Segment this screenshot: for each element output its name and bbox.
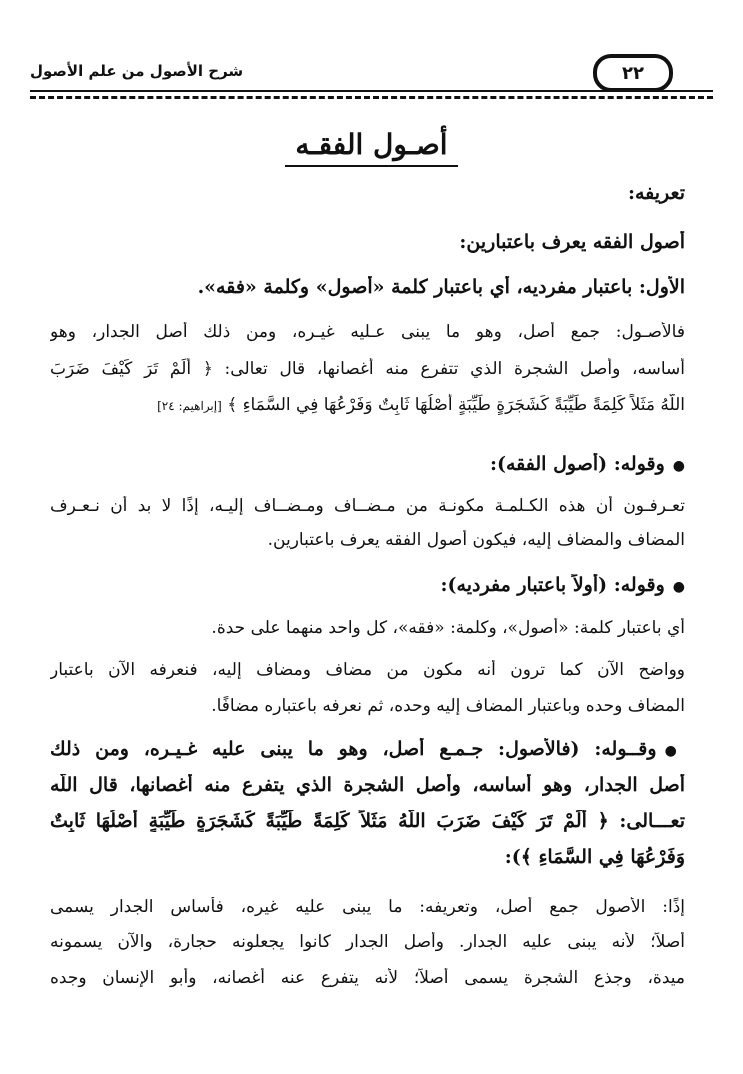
text-line: تعريفه:	[627, 182, 685, 204]
text-line: تعـــالى: ﴿ أَلَمْ تَرَ كَيْفَ ضَرَبَ اللَّهُ مَثَلاً كَلِمَةً طَيِّبَةً كَشَجَرَةٍ طَيِّبَةٍ أَصْلُهَا ثَابِتٌ	[50, 810, 685, 832]
text-line: المضاف وحده وباعتبار المضاف إليه وحده، ثم نعرفه باعتباره مضافًا.	[211, 696, 685, 716]
text-line: تعـرفـون أن هذه الكـلمـة مكونـة من مـضــاف ومـضــاف إليـه، إذًا لا بد أن نـعـرف	[50, 496, 685, 516]
text-line: إذًا: الأصول جمع أصل، وتعريفه: ما يبنى عليه غيره، فأساس الجدار يسمى	[50, 897, 685, 917]
quran-line	[50, 394, 685, 415]
text-line: ميدة، وجذع الشجرة يسمى أصلاً؛ لأنه يتفرع عنه أغصانه، وأبو الإنسان وجده	[50, 968, 685, 988]
bullet-icon: ●	[672, 579, 685, 595]
page-header	[30, 50, 713, 96]
bullet-paragraph-text: وقــوله: (فالأصول: جـمـع أصل، وهو ما يبنى عليه غـيـره، ومن ذلك	[50, 738, 657, 760]
text-line: المضاف والمضاف إليه، فيكون أصول الفقه يعرف باعتبارين.	[267, 530, 685, 550]
bullet-heading-text: وقوله: (أصول الفقه):	[489, 453, 665, 475]
text-line: أصلاً؛ لأنه يبنى عليه الجدار. وأصل الجدار كانوا يجعلونه حجارة، والآن يسمونه	[50, 932, 685, 952]
text-line: أصول الفقه يعرف باعتبارين:	[459, 231, 685, 253]
text-line: أساسه، وأصل الشجرة الذي تتفرع منه أغصانها، قال تعالى: ﴿ أَلَمْ تَرَ كَيْفَ ضَرَبَ	[50, 359, 685, 379]
bullet-heading-text: وقوله: (أولاً باعتبار مفرديه):	[440, 574, 665, 596]
bullet-icon: ●	[672, 458, 685, 474]
text-line: فالأصـول: جمع أصل، وهو ما يبنى عـليه غيـره، ومن ذلك أصل الجدار، وهو	[50, 322, 685, 342]
text-line: أي باعتبار كلمة: «أصول»، وكلمة: «فقه»، كل واحد منهما على حدة.	[211, 618, 685, 638]
header-rule	[30, 90, 713, 92]
running-title: شرح الأصول من علم الأصول	[30, 62, 244, 80]
header-dashed-rule	[30, 96, 713, 99]
text-line: وواضح الآن كما ترون أنه مكون من مضاف ومضاف إليه، فنعرفه الآن باعتبار	[50, 660, 685, 680]
page-number-badge: ٢٢	[593, 54, 673, 92]
bullet-icon: ●	[664, 743, 685, 759]
bullet-heading	[50, 574, 685, 596]
bullet-heading	[50, 453, 685, 475]
quran-verse: اللَّهُ مَثَلاً كَلِمَةً طَيِّبَةً كَشَجَرَةٍ طَيِّبَةٍ أَصْلُهَا ثَابِتٌ وَفَرْعُهَا فِي السَّمَاءِ ﴾	[227, 395, 685, 415]
text-line: وَفَرْعُهَا فِي السَّمَاءِ ﴾):	[504, 846, 685, 868]
text-line: الأول: باعتبار مفرديه، أي باعتبار كلمة «أصول» وكلمة «فقه».	[197, 276, 685, 298]
bullet-paragraph-line	[50, 738, 685, 760]
verse-citation: [إبراهيم: ٢٤]	[157, 399, 222, 413]
text-line: أصل الجدار، وهو أساسه، وأصل الشجرة الذي يتفرع منه أغصانها، قال اللّه	[50, 774, 685, 796]
chapter-title	[0, 128, 743, 161]
chapter-title-text: أصـول الفقـه	[285, 128, 457, 167]
